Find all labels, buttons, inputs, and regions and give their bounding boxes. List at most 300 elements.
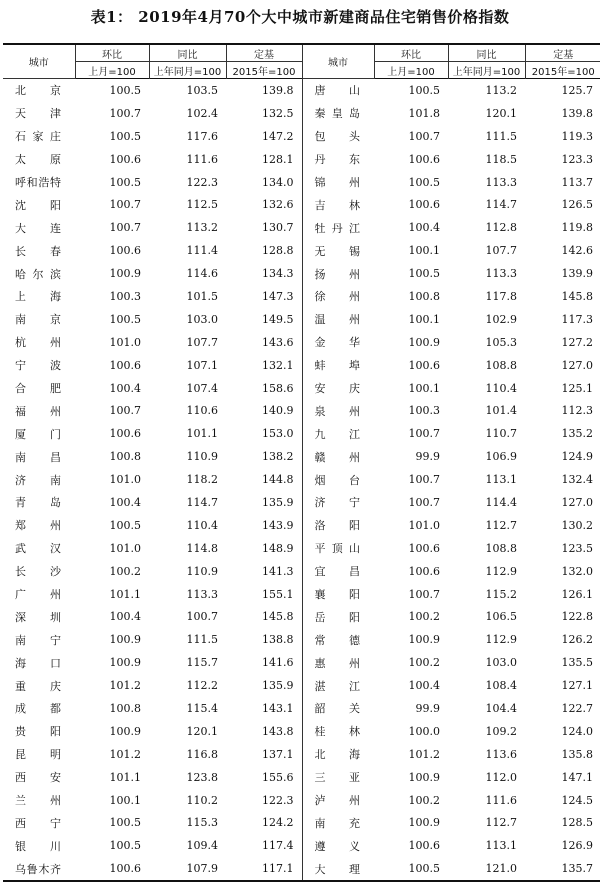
mom-cell: 100.9 — [408, 770, 440, 784]
base-cell: 125.7 — [561, 83, 593, 97]
base-cell: 135.8 — [561, 747, 593, 761]
base-cell: 134.3 — [262, 267, 294, 281]
table-row — [3, 79, 600, 102]
city-cell: 蚌 埠 — [302, 354, 374, 377]
base-cell: 143.8 — [262, 724, 294, 738]
city-cell: 呼和浩特 — [15, 176, 61, 189]
mom-cell: 100.6 — [408, 541, 440, 555]
base-cell: 143.6 — [262, 335, 294, 349]
city-cell: 重 庆 — [15, 679, 61, 693]
table-row — [3, 285, 600, 308]
yoy-cell: 112.0 — [485, 770, 517, 784]
base-cell: 145.8 — [561, 289, 593, 303]
yoy-cell: 102.4 — [186, 106, 218, 120]
mom-cell: 100.8 — [109, 450, 141, 464]
yoy-cell: 112.8 — [485, 221, 517, 235]
yoy-cell: 107.7 — [186, 335, 218, 349]
city-cell: 南 充 — [302, 812, 374, 835]
yoy-cell: 110.4 — [485, 381, 517, 395]
mom-cell: 100.6 — [408, 839, 440, 853]
base-cell: 132.4 — [561, 473, 593, 487]
base-cell: 155.6 — [262, 770, 294, 784]
city-cell: 西 宁 — [15, 816, 61, 830]
city-cell: 合 肥 — [15, 382, 61, 396]
table-row — [3, 468, 600, 491]
mom-cell: 100.1 — [408, 381, 440, 395]
base-cell: 125.1 — [561, 381, 593, 395]
city-cell: 泉 州 — [302, 399, 374, 422]
mom-cell: 100.7 — [408, 473, 440, 487]
city-cell: 九 江 — [302, 422, 374, 445]
city-cell: 襄 阳 — [302, 583, 374, 606]
mom-cell: 100.4 — [109, 381, 141, 395]
yoy-cell: 112.5 — [186, 198, 218, 212]
yoy-cell: 111.6 — [186, 152, 218, 166]
mom-cell: 100.6 — [408, 152, 440, 166]
city-header: 城市 — [3, 44, 75, 79]
base-cell: 138.8 — [262, 633, 294, 647]
city-cell: 天 津 — [15, 107, 61, 121]
base-cell: 126.2 — [561, 633, 593, 647]
yoy-header: 同比 — [149, 44, 226, 62]
yoy-cell: 115.3 — [186, 816, 218, 830]
mom-cell: 100.5 — [109, 839, 141, 853]
base-cell: 145.8 — [262, 610, 294, 624]
yoy-cell: 104.4 — [485, 701, 517, 715]
base-cell: 132.6 — [262, 198, 294, 212]
city-cell: 三 亚 — [302, 766, 374, 789]
mom-cell: 100.7 — [408, 427, 440, 441]
yoy-cell: 106.9 — [485, 450, 517, 464]
base-cell: 139.9 — [561, 267, 593, 281]
city-cell: 福 州 — [15, 404, 61, 418]
mom-cell: 100.3 — [408, 404, 440, 418]
mom-subheader: 上月=100 — [374, 62, 448, 79]
base-cell: 119.8 — [561, 221, 593, 235]
table-row — [3, 308, 600, 331]
yoy-cell: 107.1 — [186, 358, 218, 372]
city-cell: 北 京 — [15, 84, 61, 98]
base-cell: 135.2 — [561, 427, 593, 441]
city-cell: 兰 州 — [15, 794, 61, 808]
yoy-cell: 106.5 — [485, 610, 517, 624]
price-index-table — [3, 43, 600, 882]
mom-cell: 100.2 — [109, 564, 141, 578]
mom-cell: 101.0 — [109, 473, 141, 487]
city-cell: 岳 阳 — [302, 605, 374, 628]
city-cell: 贵 阳 — [15, 725, 61, 739]
city-cell: 济 南 — [15, 473, 61, 487]
city-cell: 长 春 — [15, 244, 61, 258]
base-cell: 153.0 — [262, 427, 294, 441]
mom-cell: 100.6 — [109, 152, 141, 166]
table-row — [3, 445, 600, 468]
base-cell: 124.5 — [561, 793, 593, 807]
yoy-cell: 110.4 — [186, 518, 218, 532]
base-cell: 142.6 — [561, 244, 593, 258]
base-cell: 128.8 — [262, 244, 294, 258]
table-row — [3, 743, 600, 766]
city-cell: 秦皇岛 — [302, 102, 374, 125]
mom-cell: 100.5 — [109, 312, 141, 326]
city-cell: 石家庄 — [15, 130, 61, 144]
city-cell: 洛 阳 — [302, 514, 374, 537]
city-cell: 济 宁 — [302, 491, 374, 514]
mom-cell: 100.2 — [408, 610, 440, 624]
mom-cell: 100.5 — [109, 518, 141, 532]
yoy-cell: 114.8 — [186, 541, 218, 555]
city-cell: 沈 阳 — [15, 198, 61, 212]
yoy-cell: 112.7 — [485, 518, 517, 532]
mom-cell: 100.9 — [109, 656, 141, 670]
yoy-cell: 117.8 — [485, 289, 517, 303]
table-row — [3, 834, 600, 857]
city-cell: 锦 州 — [302, 171, 374, 194]
yoy-cell: 110.7 — [485, 427, 517, 441]
base-cell: 128.5 — [561, 816, 593, 830]
base-cell: 122.3 — [262, 793, 294, 807]
yoy-cell: 112.9 — [485, 564, 517, 578]
city-cell: 赣 州 — [302, 445, 374, 468]
city-cell: 包 头 — [302, 125, 374, 148]
yoy-cell: 114.7 — [186, 495, 218, 509]
city-cell: 哈尔滨 — [15, 267, 61, 281]
base-cell: 141.3 — [262, 564, 294, 578]
base-cell: 123.3 — [561, 152, 593, 166]
city-cell: 武 汉 — [15, 542, 61, 556]
yoy-cell: 113.1 — [485, 839, 517, 853]
table-row — [3, 216, 600, 239]
base-cell: 117.4 — [262, 839, 294, 853]
yoy-cell: 116.8 — [186, 747, 218, 761]
mom-cell: 100.7 — [109, 221, 141, 235]
mom-cell: 100.5 — [408, 267, 440, 281]
yoy-cell: 110.9 — [186, 564, 218, 578]
yoy-cell: 108.4 — [485, 679, 517, 693]
base-cell: 147.1 — [561, 770, 593, 784]
city-cell: 无 锡 — [302, 239, 374, 262]
yoy-cell: 110.2 — [186, 793, 218, 807]
mom-cell: 100.3 — [109, 289, 141, 303]
city-cell: 成 都 — [15, 702, 61, 716]
mom-cell: 100.5 — [109, 175, 141, 189]
yoy-cell: 100.7 — [186, 610, 218, 624]
base-header: 定基 — [226, 44, 302, 62]
base-cell: 132.1 — [262, 358, 294, 372]
yoy-cell: 103.0 — [186, 312, 218, 326]
mom-cell: 100.7 — [408, 495, 440, 509]
city-cell: 扬 州 — [302, 262, 374, 285]
mom-cell: 100.7 — [109, 106, 141, 120]
mom-cell: 100.6 — [109, 427, 141, 441]
base-cell: 123.5 — [561, 541, 593, 555]
mom-header: 环比 — [75, 44, 149, 62]
table-row — [3, 605, 600, 628]
base-cell: 132.0 — [561, 564, 593, 578]
table-row — [3, 674, 600, 697]
base-cell: 124.9 — [561, 450, 593, 464]
mom-cell: 100.5 — [408, 175, 440, 189]
mom-cell: 101.2 — [408, 747, 440, 761]
mom-cell: 100.2 — [408, 656, 440, 670]
city-cell: 惠 州 — [302, 651, 374, 674]
yoy-cell: 123.8 — [186, 770, 218, 784]
mom-cell: 101.0 — [109, 335, 141, 349]
city-cell: 乌鲁木齐 — [3, 857, 75, 881]
base-cell: 147.3 — [262, 289, 294, 303]
mom-cell: 101.8 — [408, 106, 440, 120]
yoy-cell: 101.1 — [186, 427, 218, 441]
yoy-cell: 103.5 — [186, 83, 218, 97]
mom-cell: 100.5 — [109, 129, 141, 143]
yoy-cell: 111.6 — [485, 793, 517, 807]
mom-cell: 101.2 — [109, 679, 141, 693]
base-cell: 112.3 — [561, 404, 593, 418]
mom-cell: 100.1 — [109, 793, 141, 807]
mom-cell: 101.2 — [109, 747, 141, 761]
base-header: 定基 — [525, 44, 600, 62]
table-row — [3, 399, 600, 422]
city-cell: 太 原 — [15, 153, 61, 167]
mom-cell: 100.6 — [408, 358, 440, 372]
table-row — [3, 125, 600, 148]
base-cell: 158.6 — [262, 381, 294, 395]
city-cell: 大 连 — [15, 221, 61, 235]
mom-cell: 100.9 — [109, 724, 141, 738]
city-cell: 海 口 — [15, 656, 61, 670]
table-row — [3, 331, 600, 354]
yoy-cell: 112.2 — [186, 679, 218, 693]
yoy-cell: 118.5 — [485, 152, 517, 166]
city-cell: 昆 明 — [15, 748, 61, 762]
table-row — [3, 583, 600, 606]
base-cell: 155.1 — [262, 587, 294, 601]
mom-cell: 100.5 — [408, 83, 440, 97]
yoy-cell: 113.2 — [186, 221, 218, 235]
yoy-cell: 110.9 — [186, 450, 218, 464]
city-cell: 南 京 — [15, 313, 61, 327]
city-cell: 桂 林 — [302, 720, 374, 743]
table-row — [3, 789, 600, 812]
table-row — [3, 812, 600, 835]
table-row — [3, 697, 600, 720]
mom-cell: 100.9 — [109, 633, 141, 647]
mom-cell: 100.7 — [408, 587, 440, 601]
mom-cell: 100.5 — [374, 857, 448, 881]
city-cell: 南 宁 — [15, 633, 61, 647]
mom-cell: 100.9 — [408, 633, 440, 647]
yoy-subheader: 上年同月=100 — [149, 62, 226, 79]
table-row — [3, 422, 600, 445]
yoy-cell: 109.2 — [485, 724, 517, 738]
table-row — [3, 491, 600, 514]
table-row — [3, 651, 600, 674]
table-row — [3, 354, 600, 377]
yoy-cell: 111.5 — [485, 129, 517, 143]
base-cell: 113.7 — [561, 175, 593, 189]
table-row — [3, 193, 600, 216]
yoy-cell: 113.2 — [485, 83, 517, 97]
base-cell: 124.2 — [262, 816, 294, 830]
city-cell: 徐 州 — [302, 285, 374, 308]
city-header: 城市 — [302, 44, 374, 79]
base-cell: 139.8 — [262, 83, 294, 97]
mom-cell: 100.4 — [408, 679, 440, 693]
mom-subheader: 上月=100 — [75, 62, 149, 79]
yoy-cell: 101.4 — [485, 404, 517, 418]
city-cell: 长 沙 — [15, 565, 61, 579]
city-cell: 杭 州 — [15, 336, 61, 350]
base-cell: 132.5 — [262, 106, 294, 120]
table-row — [3, 171, 600, 194]
base-cell: 126.1 — [561, 587, 593, 601]
base-cell: 122.8 — [561, 610, 593, 624]
yoy-cell: 108.8 — [485, 358, 517, 372]
city-cell: 韶 关 — [302, 697, 374, 720]
table-title: 表1： 2019年4月70个大中城市新建商品住宅销售价格指数 — [90, 8, 510, 26]
city-cell: 厦 门 — [15, 427, 61, 441]
mom-cell: 100.9 — [109, 267, 141, 281]
base-cell: 130.7 — [262, 221, 294, 235]
table-row — [3, 148, 600, 171]
yoy-cell: 110.6 — [186, 404, 218, 418]
yoy-cell: 109.4 — [186, 839, 218, 853]
city-cell: 牡丹江 — [302, 216, 374, 239]
yoy-cell: 114.7 — [485, 198, 517, 212]
mom-cell: 100.0 — [408, 724, 440, 738]
yoy-cell: 121.0 — [448, 857, 525, 881]
base-cell: 130.2 — [561, 518, 593, 532]
table-body — [3, 79, 600, 882]
base-cell: 134.0 — [262, 175, 294, 189]
city-cell: 湛 江 — [302, 674, 374, 697]
mom-cell: 100.6 — [408, 564, 440, 578]
mom-cell: 100.6 — [109, 358, 141, 372]
mom-cell: 100.5 — [109, 83, 141, 97]
yoy-cell: 122.3 — [186, 175, 218, 189]
yoy-cell: 114.4 — [485, 495, 517, 509]
table-row — [3, 262, 600, 285]
base-cell: 144.8 — [262, 473, 294, 487]
city-cell: 泸 州 — [302, 789, 374, 812]
base-cell: 127.0 — [561, 358, 593, 372]
yoy-subheader: 上年同月=100 — [448, 62, 525, 79]
table-row — [3, 628, 600, 651]
table-row — [3, 239, 600, 262]
mom-cell: 100.7 — [109, 404, 141, 418]
base-cell: 141.6 — [262, 656, 294, 670]
table-row — [3, 560, 600, 583]
city-cell: 广 州 — [15, 588, 61, 602]
mom-cell: 101.1 — [109, 770, 141, 784]
city-cell: 平顶山 — [302, 537, 374, 560]
mom-cell: 99.9 — [415, 450, 440, 464]
base-cell: 143.9 — [262, 518, 294, 532]
base-subheader: 2015年=100 — [226, 62, 302, 79]
yoy-cell: 107.4 — [186, 381, 218, 395]
base-cell: 126.5 — [561, 198, 593, 212]
yoy-cell: 108.8 — [485, 541, 517, 555]
mom-cell: 100.6 — [408, 198, 440, 212]
base-cell: 148.9 — [262, 541, 294, 555]
city-cell: 银 川 — [15, 839, 61, 853]
mom-cell: 99.9 — [415, 701, 440, 715]
table-row — [3, 766, 600, 789]
yoy-cell: 120.1 — [186, 724, 218, 738]
mom-cell: 100.8 — [408, 289, 440, 303]
city-cell: 青 岛 — [15, 496, 61, 510]
base-cell: 127.2 — [561, 335, 593, 349]
base-cell: 137.1 — [262, 747, 294, 761]
mom-cell: 100.9 — [408, 335, 440, 349]
yoy-cell: 113.3 — [485, 267, 517, 281]
city-cell: 西 安 — [15, 771, 61, 785]
mom-cell: 100.4 — [109, 610, 141, 624]
mom-cell: 100.4 — [109, 495, 141, 509]
base-cell: 119.3 — [561, 129, 593, 143]
yoy-cell: 112.9 — [485, 633, 517, 647]
table-row — [3, 102, 600, 125]
city-cell: 宜 昌 — [302, 560, 374, 583]
yoy-header: 同比 — [448, 44, 525, 62]
yoy-cell: 120.1 — [485, 106, 517, 120]
table-row — [3, 377, 600, 400]
city-cell: 宁 波 — [15, 359, 61, 373]
city-cell: 金 华 — [302, 331, 374, 354]
base-subheader: 2015年=100 — [525, 62, 600, 79]
city-cell: 北 海 — [302, 743, 374, 766]
mom-cell: 100.1 — [408, 244, 440, 258]
base-cell: 149.5 — [262, 312, 294, 326]
city-cell: 丹 东 — [302, 148, 374, 171]
base-cell: 124.0 — [561, 724, 593, 738]
yoy-cell: 111.5 — [186, 633, 218, 647]
base-cell: 126.9 — [561, 839, 593, 853]
mom-cell: 100.1 — [408, 312, 440, 326]
mom-cell: 100.7 — [408, 129, 440, 143]
yoy-cell: 103.0 — [485, 656, 517, 670]
city-cell: 常 德 — [302, 628, 374, 651]
yoy-cell: 101.5 — [186, 289, 218, 303]
mom-cell: 100.8 — [109, 701, 141, 715]
yoy-cell: 107.9 — [149, 857, 226, 881]
table-row — [3, 720, 600, 743]
base-cell: 139.8 — [561, 106, 593, 120]
city-cell: 大 理 — [302, 857, 374, 881]
mom-cell: 101.1 — [109, 587, 141, 601]
yoy-cell: 113.3 — [186, 587, 218, 601]
city-cell: 上 海 — [15, 290, 61, 304]
base-cell: 135.9 — [262, 679, 294, 693]
city-cell: 南 昌 — [15, 450, 61, 464]
yoy-cell: 102.9 — [485, 312, 517, 326]
city-cell: 温 州 — [302, 308, 374, 331]
yoy-cell: 111.4 — [186, 244, 218, 258]
table-row — [3, 537, 600, 560]
yoy-cell: 114.6 — [186, 267, 218, 281]
mom-cell: 100.2 — [408, 793, 440, 807]
base-cell: 127.0 — [561, 495, 593, 509]
mom-header: 环比 — [374, 44, 448, 62]
base-cell: 143.1 — [262, 701, 294, 715]
table-row — [3, 514, 600, 537]
city-cell: 郑 州 — [15, 519, 61, 533]
base-cell: 135.9 — [262, 495, 294, 509]
base-cell: 138.2 — [262, 450, 294, 464]
base-cell: 117.1 — [226, 857, 302, 881]
base-cell: 147.2 — [262, 129, 294, 143]
mom-cell: 100.6 — [109, 244, 141, 258]
